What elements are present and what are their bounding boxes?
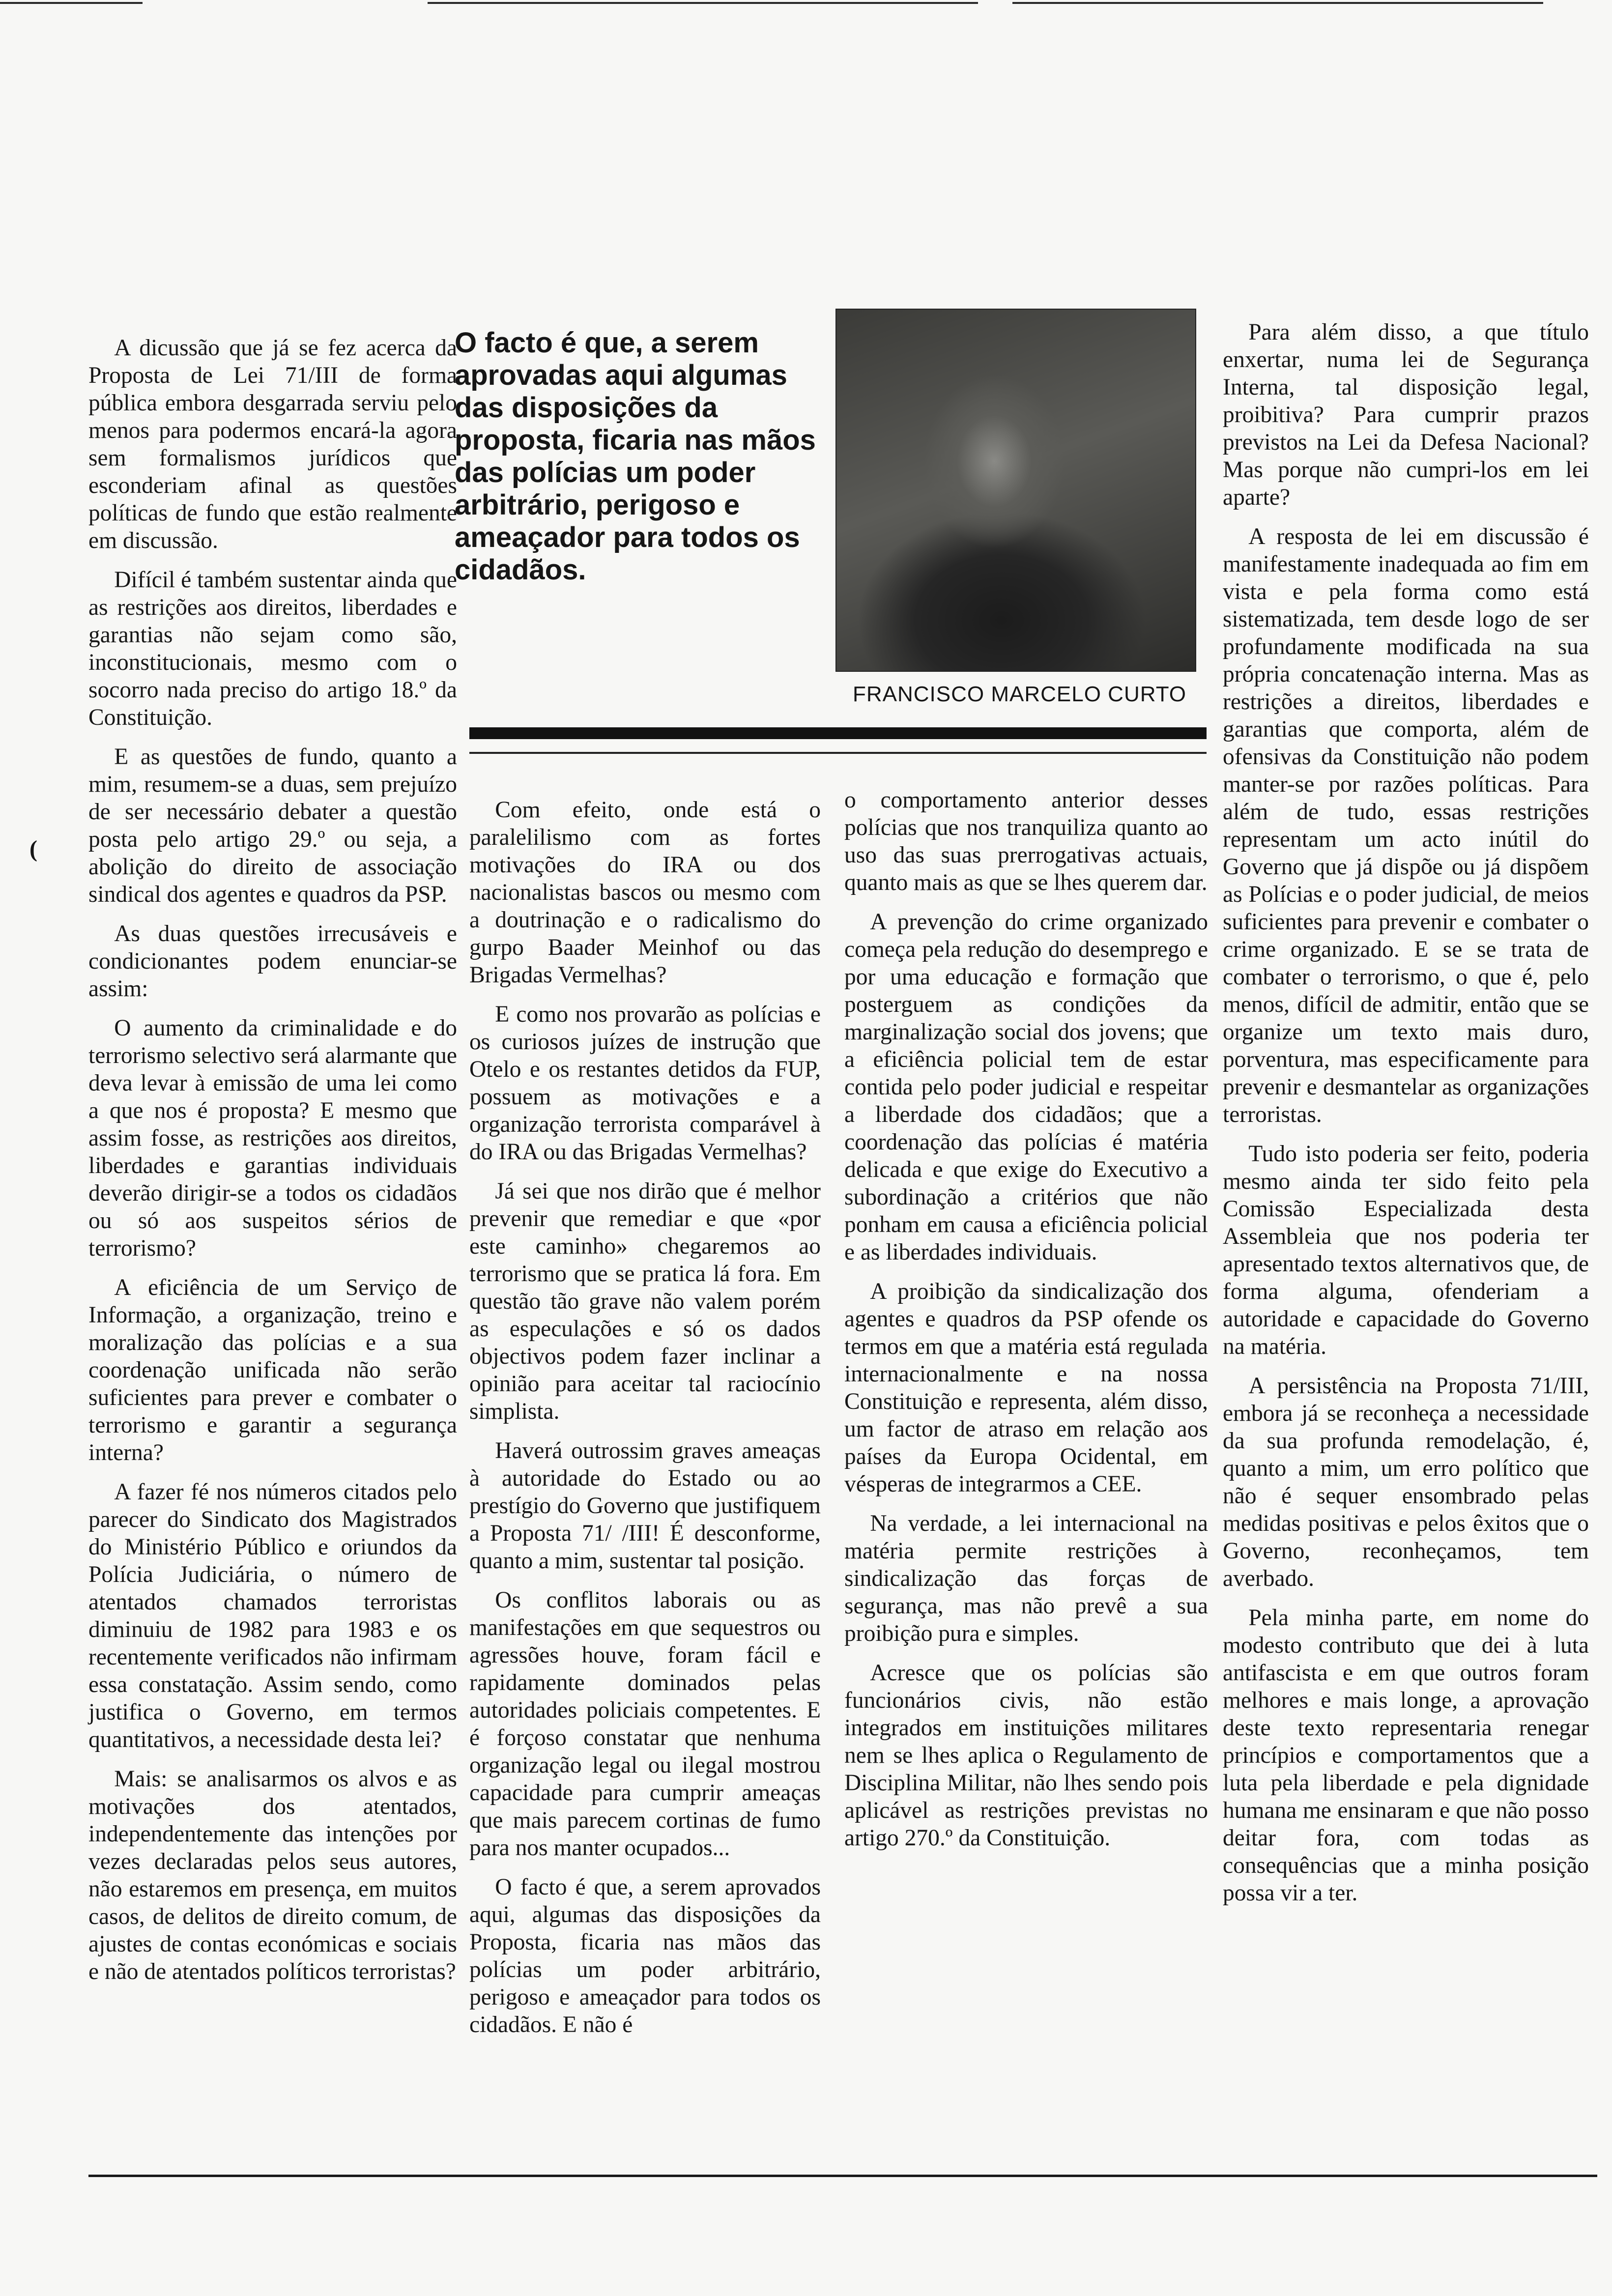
pull-quote: O facto é que, a serem aprovadas aqui algumas das disposições da proposta, ficaria nas mãos das polícias um poder arbitrário, perigoso e ameaçador para todos os cidadãos. — [455, 327, 816, 586]
col1-paragraph: E as questões de fundo, quanto a mim, resumem-se a duas, sem prejuízo de ser necessário debater a questão posta pelo artigo 29.º ou seja, a abolição do direito de associação sindical dos agentes e quadros da PSP. — [88, 744, 457, 907]
article-column-3 — [844, 786, 1208, 1852]
top-rule-right — [1012, 2, 1543, 4]
col3-paragraph: Acresce que os polícias são funcionários civis, não estão integrados em instituições militares nem se lhes aplica o Regulamento de Disciplina Militar, não lhes sendo pois aplicável as restrições previstas no artigo 270.º da Constituição. — [844, 1660, 1208, 1851]
col1-paragraph: A fazer fé nos números citados pelo parecer do Sindicato dos Magistrados do Ministério Público e oriundos da Polícia Judiciária, o número de atentados chamados terroristas diminuiu de 1982 para 1983 e os recentemente verificados não infirmam essa constatação. Assim sendo, como justifica o Governo, em termos quantitativos, a necessidade desta lei? — [88, 1479, 457, 1752]
col2-paragraph: Haverá outrossim graves ameaças à autoridade do Estado ou ao prestígio do Governo que justifiquem a Proposta 71/ /III! É desconforme, quanto a mim, sustentar tal posição. — [469, 1438, 821, 1574]
col2-paragraph: Os conflitos laborais ou as manifestações em que sequestros ou agressões houve, foram fácil e rapidamente dominados pelas autoridades policiais competentes. E é forçoso constatar que nenhuma organização legal ou ilegal mostrou capacidade para cumprir ameaças que mais parecem cortinas de fumo para nos manter ocupados... — [469, 1587, 821, 1861]
photo-caption: FRANCISCO MARCELO CURTO — [853, 682, 1187, 706]
col3-paragraph: o comportamento anterior desses polícias que nos tranquiliza quanto ao uso das suas prerrogativas actuais, quanto mais as que se lhes querem dar. — [844, 787, 1208, 895]
col4-paragraph: Para além disso, a que título enxertar, numa lei de Segurança Interna, tal disposição legal, proibitiva? Para cumprir prazos previstos na Lei da Defesa Nacional? Mas porque não cumpri-los em lei aparte? — [1223, 319, 1589, 510]
col4-paragraph: Pela minha parte, em nome do modesto contributo que dei à luta antifascista e em que outros foram melhores e mais longe, a aprovação deste texto representaria renegar princípios e comportamentos que a luta pela liberdade e pela dignidade humana me ensinaram e que não posso deitar fora, com todas as consequências que a minha posição possa vir a ter. — [1223, 1605, 1589, 1906]
col1-paragraph: Mais: se analisarmos os alvos e as motivações dos atentados, independentemente das intenções por vezes declaradas pelos seus autores, não estaremos em presença, em muitos casos, de delitos de direito comum, de ajustes de contas económicas e sociais e não de atentados políticos terroristas? — [88, 1766, 457, 1984]
col3-paragraph: A prevenção do crime organizado começa pela redução do desemprego e por uma educação e formação que posterguem as condições da marginalização social dos jovens; que a eficiência policial tem de estar contida pelo poder judicial e respeitar a liberdade dos cidadãos; que a coordenação das polícias é matéria delicada e que exige do Executivo a subordinação a critérios que não ponham em causa a eficiência policial e as liberdades individuais. — [844, 909, 1208, 1265]
top-rule-mid — [428, 2, 978, 4]
col3-paragraph: Na verdade, a lei internacional na matéria permite restrições à sindicalização das forças de segurança, mas não prevê a sua proibição pura e simples. — [844, 1511, 1208, 1646]
col3-paragraph: A proibição da sindicalização dos agentes e quadros da PSP ofende os termos em que a matéria está regulada internacionalmente e na nossa Constituição e representa, além disso, um factor de atraso em relação aos países da Europa Ocidental, em vésperas de integrarmos a CEE. — [844, 1279, 1208, 1497]
margin-mark: ( — [29, 836, 37, 862]
col2-paragraph: E como nos provarão as polícias e os curiosos juízes de instrução que Otelo e os restantes detidos da FUP, possuem as motivações e a organização terrorista comparável à do IRA ou das Brigadas Vermelhas? — [469, 1002, 821, 1165]
col2-paragraph: Com efeito, onde está o paralelilismo com as fortes motivações do IRA ou dos nacionalistas bascos ou mesmo com a doutrinação e o radicalismo do gurpo Baader Meinhof ou das Brigadas Vermelhas? — [469, 797, 821, 988]
col2-paragraph: O facto é que, a serem aprovados aqui, algumas das disposições da Proposta, ficaria nas mãos das polícias um poder arbitrário, perigoso e ameaçador para todos os cidadãos. E não é — [469, 1874, 821, 2038]
article-column-4 — [1223, 318, 1589, 1907]
col1-paragraph: O aumento da criminalidade e do terrorismo selectivo será alarmante que deva levar à emissão de uma lei como a que nos é proposta? E mesmo que assim fosse, as restrições aos direitos, liberdades e garantias individuais deverão dirigir-se a todos os cidadãos ou só aos suspeitos sérios de terrorismo? — [88, 1015, 457, 1261]
col4-paragraph: A resposta de lei em discussão é manifestamente inadequada ao fim em vista e pela forma como está sistematizada, tem desde logo de ser profundamente modificada na sua própria concatenação interna. Mas as restrições a direitos, liberdades e garantias que comporta, além de ofensivas da Constituição não podem manter-se por razões políticas. Para além de tudo, essas restrições representam um acto inútil do Governo que já dispõe ou já dispõem as Polícias e o poder judicial, de meios suficientes para prevenir e combater o crime organizado. E se se trata de combater o terrorismo, o que é, pelo menos, difícil de admitir, então que se organize um texto mais duro, porventura, mas especificamente para prevenir e desmantelar as organizações terroristas. — [1223, 524, 1589, 1127]
section-divider-thick — [469, 727, 1207, 739]
col4-paragraph: A persistência na Proposta 71/III, embora já se reconheça a necessidade da sua profunda remodelação, é, quanto a mim, um erro político que não é sequer ensombrado pelas medidas positivas e pelos êxitos que o Governo, reconheçamos, tem averbado. — [1223, 1373, 1589, 1591]
top-rule-left — [0, 2, 143, 4]
col1-paragraph: A dicussão que já se fez acerca da Proposta de Lei 71/III de forma pública embora desgarrada serviu pelo menos para podermos encará-la agora sem formalismos jurídicos que esconderiam afinal as questões políticas de fundo que estão realmente em discussão. — [88, 335, 457, 553]
bottom-rule — [88, 2175, 1597, 2177]
col1-paragraph: A eficiência de um Serviço de Informação, a organização, treino e moralização das polícias e a sua coordenação unificada não serão suficientes para prever e combater o terrorismo e garantir a segurança interna? — [88, 1275, 457, 1465]
article-column-2 — [469, 796, 821, 2038]
col1-paragraph: Difícil é também sustentar ainda que as restrições aos direitos, liberdades e garantias não sejam como são, inconstitucionais, mesmo com o socorro nada preciso do artigo 18.º da Constituição. — [88, 567, 457, 730]
section-divider-thin — [469, 752, 1207, 754]
col2-paragraph: Já sei que nos dirão que é melhor prevenir que remediar e que «por este caminho» chegaremos ao terrorismo que se pratica lá fora. Em questão tão grave não valem porém as especulações e só os dados objectivos podem fazer inclinar a opinião para aceitar tal raciocínio simplista. — [469, 1178, 821, 1424]
author-photo — [835, 309, 1196, 672]
col1-paragraph: As duas questões irrecusáveis e condicionantes podem enunciar-se assim: — [88, 921, 457, 1002]
col4-paragraph: Tudo isto poderia ser feito, poderia mesmo ainda ter sido feito pela Comissão Especializada desta Assembleia que nos poderia ter apresentado textos alternativos que, de forma alguma, ofenderiam a autoridade e capacidade do Governo na matéria. — [1223, 1141, 1589, 1359]
article-column-1 — [88, 334, 457, 1985]
